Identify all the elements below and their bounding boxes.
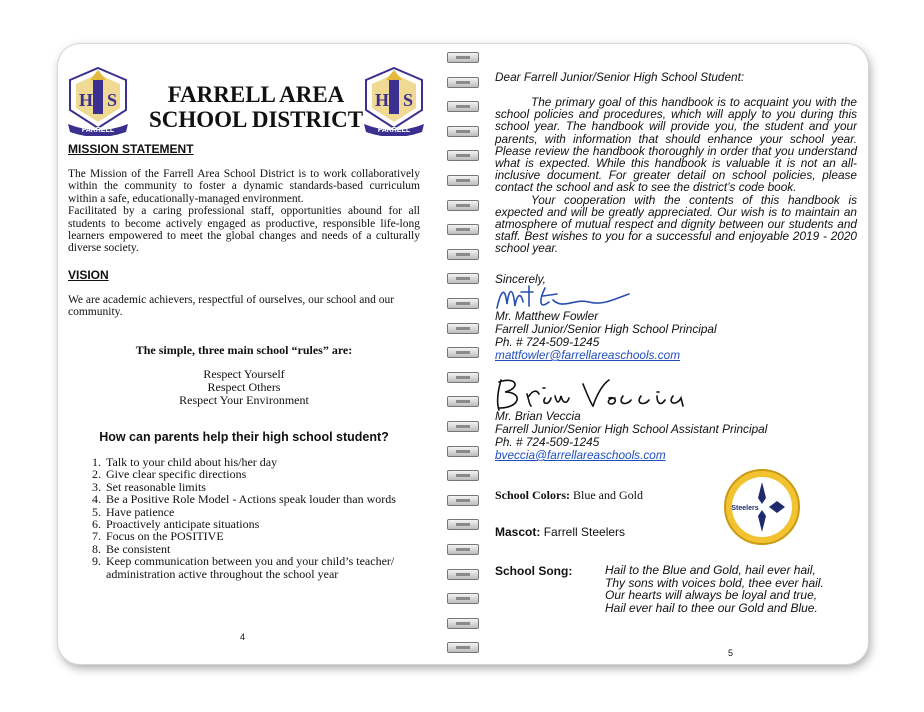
crest-letter-s: S [107,90,118,110]
rules-list [68,368,420,407]
rule-item: Respect Your Environment [179,393,309,407]
school-colors-label: School Colors: [495,488,570,502]
signer1-title: Farrell Junior/Senior High School Principal [495,322,717,336]
mascot-value: Farrell Steelers [543,525,626,539]
binding-ring [447,323,479,334]
binding-ring [447,347,479,358]
binding-ring [447,569,479,580]
signer2-block [495,410,767,462]
binding-ring [447,446,479,457]
page-number-left: 4 [240,632,246,642]
parent-tips-list [68,456,424,580]
signer1-name: Mr. Matthew Fowler [495,309,599,323]
letter-paragraph-2: Your cooperation with the contents of this handbook is expected and will be greatly appreciated. Our wish is to maintain an atmosphere of mutual respect and dignity between our students and staff. Best wishes to you for a successful and enjoyable 2019 - 2020 school year. [495,192,857,256]
signer2-title: Farrell Junior/Senior High School Assistant Principal [495,422,768,436]
left-page [58,44,443,664]
binding-ring [447,175,479,186]
steelers-logo [723,468,801,546]
school-crest-left [66,66,130,136]
logo-text: Steelers [731,505,759,512]
binding-ring [447,470,479,481]
parents-heading: How can parents help their high school student? [99,430,389,444]
district-title-line2: SCHOOL DISTRICT [148,107,364,132]
signer1-email-link[interactable]: mattfowler@farrellareaschools.com [495,348,681,362]
list-item: 9. Keep communication between you and your child’s teacher/ administration active throughout the school year [104,555,424,580]
letter-body [495,96,857,255]
signer2-name: Mr. Brian Veccia [495,409,581,423]
binding-ring [447,77,479,88]
page-number-right: 5 [728,648,734,658]
district-title [136,82,376,132]
mascot-label: Mascot: [495,525,541,539]
signer1-phone: Ph. # 724-509-1245 [495,335,600,349]
letter-paragraph-1: The primary goal of this handbook is to acquaint you with the school policies and procedures, which will apply to you during this school year. The handbook will provide you, the student and your parents, with information that should enhance your school year. Please review the handbook thoroughly in order that you understand what is expected. While this handbook is valuable it is not an all-inclusive document. For greater detail on school policies, please contact the school and ask to see the district’s code book. [495,95,857,195]
binding-ring [447,101,479,112]
school-mascot [495,525,625,539]
signer1-block [495,310,717,362]
letter-greeting: Dear Farrell Junior/Senior High School Student: [495,70,745,84]
rule-item: Respect Others [207,380,281,394]
handbook-spread [58,44,868,664]
binding-ring [447,150,479,161]
list-item: 8. Be consistent [104,543,424,555]
crest-banner-text: FARRELL [377,127,411,134]
crest-banner-text: FARRELL [81,127,115,134]
mission-text-1: The Mission of the Farrell Area School District is to work collaboratively within the community to foster a dynamic standards-based curriculum within a safe, educationally-managed environment. [68,168,420,205]
vision-heading: VISION [68,268,109,282]
song-line: Hail to the Blue and Gold, hail ever hail, [605,563,816,577]
list-item: 7. Focus on the POSITIVE [104,530,424,542]
binding-ring [447,249,479,260]
letter-closing: Sincerely, [495,272,546,286]
binding-ring [447,544,479,555]
crest-letter-h: H [79,90,94,110]
binding-ring [447,126,479,137]
list-item: 2. Give clear specific directions [104,468,424,480]
crest-letter-s: S [403,90,414,110]
list-item: 5. Have patience [104,506,424,518]
binding-ring [447,593,479,604]
school-song-lyrics [605,564,824,614]
mission-text-2: Facilitated by a caring professional staff, opportunities abound for all students to become actively engaged as productive, responsible life-long learners empowered to meet the global changes and needs of a culturally diverse society. [68,205,420,255]
district-title-line1: FARRELL AREA [167,82,345,107]
rules-heading: The simple, three main school “rules” are: [135,343,353,357]
signer2-email-link[interactable]: bveccia@farrellareaschools.com [495,448,666,462]
rule-item: Respect Yourself [203,367,285,381]
binding-ring [447,200,479,211]
mission-text [68,168,420,255]
spiral-binding [443,44,483,664]
mission-heading: MISSION STATEMENT [68,142,194,156]
list-item: 3. Set reasonable limits [104,481,424,493]
signer2-phone: Ph. # 724-509-1245 [495,435,600,449]
list-item: 6. Proactively anticipate situations [104,518,424,530]
crest-letter-h: H [375,90,390,110]
binding-ring [447,421,479,432]
binding-ring [447,519,479,530]
school-colors-value: Blue and Gold [573,488,643,502]
binding-ring [447,618,479,629]
list-item: 1. Talk to your child about his/her day [104,456,424,468]
binding-ring [447,52,479,63]
binding-ring [447,298,479,309]
binding-ring [447,372,479,383]
song-line: Hail ever hail to thee our Gold and Blue. [605,600,818,615]
vision-text: We are academic achievers, respectful of ourselves, our school and our community. [68,294,395,319]
binding-ring [447,642,479,653]
list-item: 4. Be a Positive Role Model - Actions speak louder than words [104,493,424,505]
school-colors [495,488,643,503]
signature-veccia [491,374,691,414]
binding-ring [447,273,479,284]
right-page [483,44,868,664]
school-crest-right [362,66,426,136]
binding-ring [447,224,479,235]
binding-ring [447,495,479,506]
song-line: Our hearts will always be loyal and true, [605,588,818,603]
song-label: School Song: [495,564,573,578]
song-line: Thy sons with voices bold, thee ever hail. [605,575,824,590]
binding-ring [447,396,479,407]
